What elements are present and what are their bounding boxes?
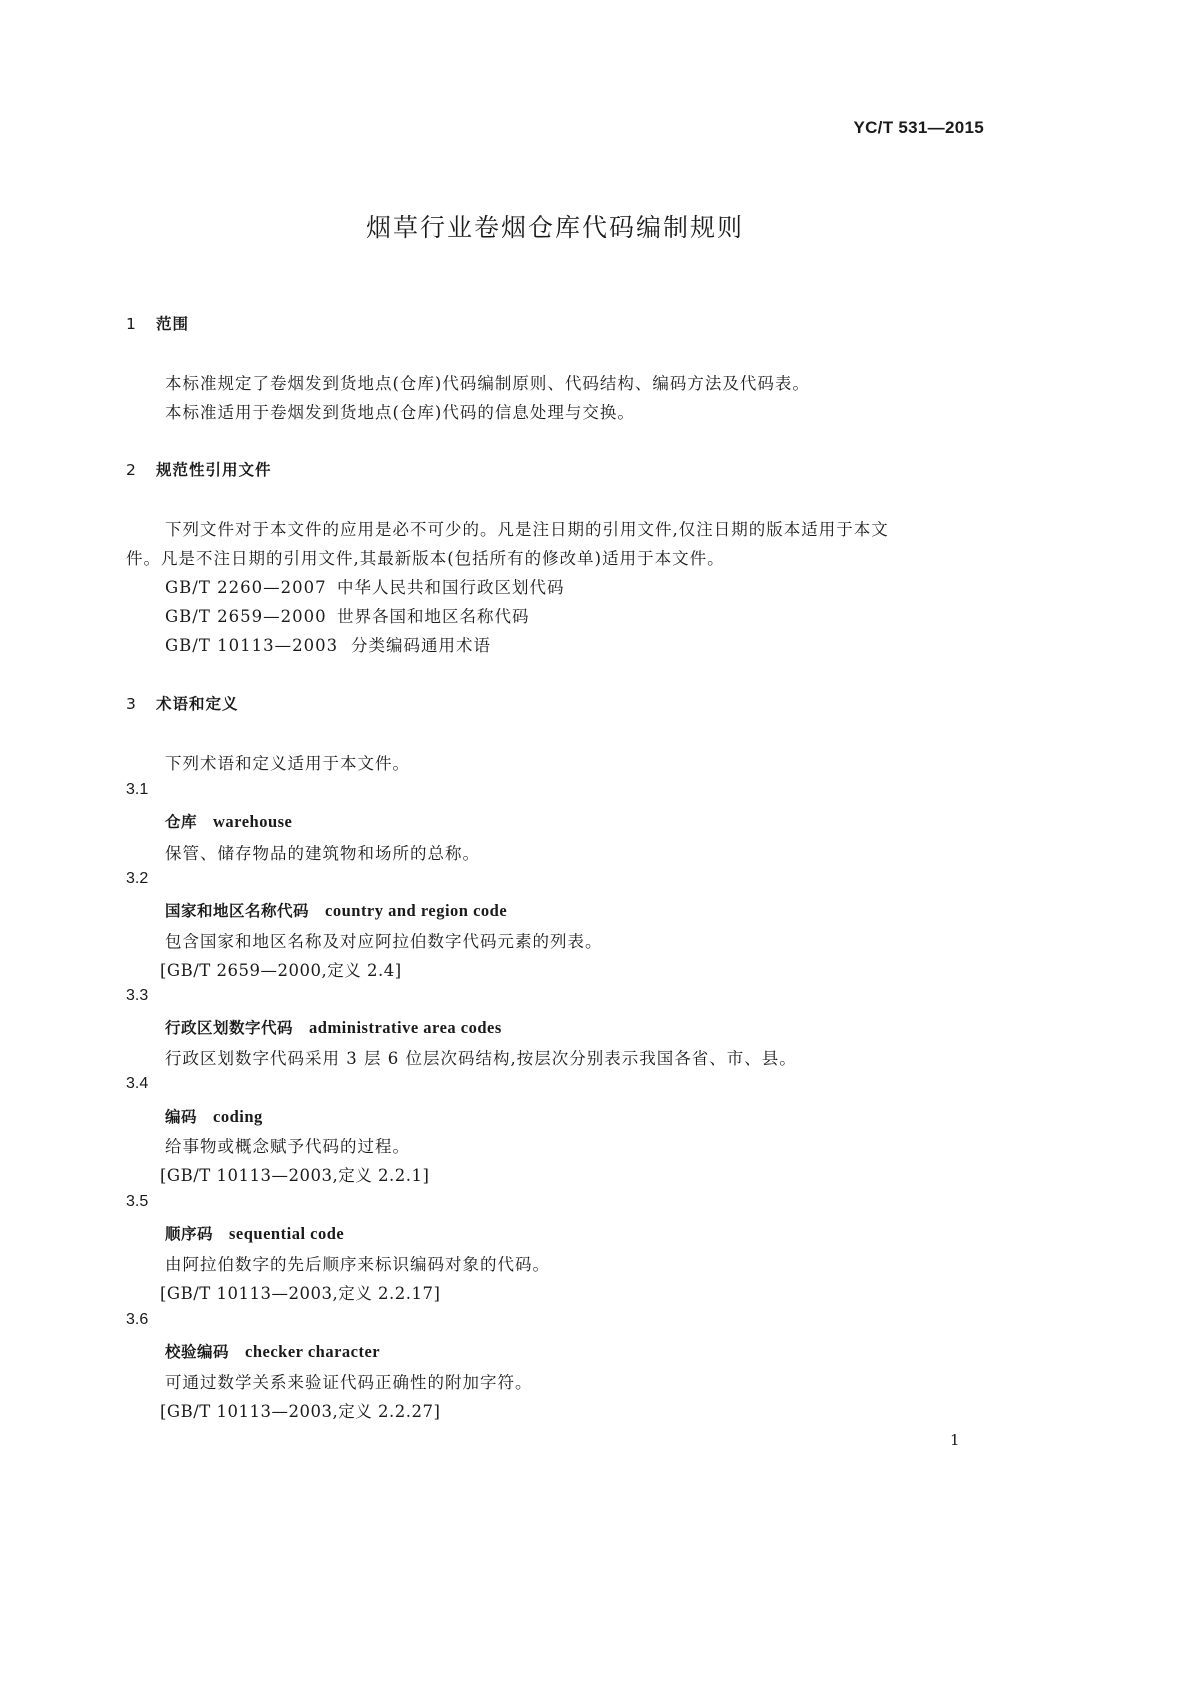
- clause-number: 3.1: [126, 781, 149, 798]
- section-3-intro: 下列术语和定义适用于本文件。: [165, 754, 410, 773]
- reference-item: [165, 632, 491, 656]
- term-title: [165, 810, 292, 832]
- section-number: 1: [126, 315, 137, 333]
- term-en: country and region code: [325, 901, 508, 920]
- reference-name: 分类编码通用术语: [351, 636, 491, 655]
- term-title: [165, 1340, 380, 1362]
- section-2-intro-continued: 件。凡是不注日期的引用文件,其最新版本(包括所有的修改单)适用于本文件。: [126, 549, 725, 568]
- term-title: [165, 899, 507, 921]
- term-en: warehouse: [213, 812, 293, 831]
- term-zh: 编码: [165, 1108, 198, 1126]
- reference-name: 中华人民共和国行政区划代码: [337, 578, 565, 597]
- term-title: [165, 1222, 344, 1244]
- term-definition: 行政区划数字代码采用 3 层 6 位层次码结构,按层次分别表示我国各省、市、县。: [165, 1049, 797, 1068]
- term-en: checker character: [245, 1342, 381, 1361]
- section-2-heading: [126, 458, 272, 480]
- section-title: 规范性引用文件: [156, 461, 272, 479]
- clause-number: 3.3: [126, 987, 149, 1004]
- term-source: [GB/T 2659—2000,定义 2.4]: [160, 961, 402, 980]
- reference-item: [165, 574, 565, 598]
- term-source: [GB/T 10113—2003,定义 2.2.1]: [160, 1166, 430, 1185]
- term-zh: 校验编码: [165, 1343, 230, 1361]
- term-source: [GB/T 10113—2003,定义 2.2.27]: [160, 1402, 441, 1421]
- reference-code: GB/T 2260—2007: [165, 578, 327, 597]
- section-2-intro: 下列文件对于本文件的应用是必不可少的。凡是注日期的引用文件,仅注日期的版本适用于本文: [165, 520, 889, 539]
- term-zh: 顺序码: [165, 1225, 214, 1243]
- section-number: 3: [126, 695, 137, 713]
- term-source: [GB/T 10113—2003,定义 2.2.17]: [160, 1284, 441, 1303]
- section-1-paragraph: 本标准适用于卷烟发到货地点(仓库)代码的信息处理与交换。: [165, 403, 635, 422]
- section-1-paragraph: 本标准规定了卷烟发到货地点(仓库)代码编制原则、代码结构、编码方法及代码表。: [165, 374, 810, 393]
- clause-number: 3.2: [126, 870, 149, 887]
- term-definition: 给事物或概念赋予代码的过程。: [165, 1137, 410, 1156]
- section-number: 2: [126, 461, 137, 479]
- clause-number: 3.6: [126, 1311, 149, 1328]
- term-zh: 国家和地区名称代码: [165, 902, 310, 920]
- section-1-heading: [126, 312, 189, 334]
- term-zh: 行政区划数字代码: [165, 1019, 294, 1037]
- term-definition: 保管、储存物品的建筑物和场所的总称。: [165, 844, 480, 863]
- clause-number: 3.4: [126, 1075, 149, 1092]
- reference-code: GB/T 10113—2003: [165, 636, 339, 655]
- term-definition: 可通过数学关系来验证代码正确性的附加字符。: [165, 1373, 533, 1392]
- reference-code: GB/T 2659—2000: [165, 607, 327, 626]
- term-definition: 包含国家和地区名称及对应阿拉伯数字代码元素的列表。: [165, 932, 603, 951]
- standard-code: YC/T 531—2015: [853, 118, 984, 137]
- reference-item: [165, 603, 530, 627]
- reference-name: 世界各国和地区名称代码: [337, 607, 530, 626]
- clause-number: 3.5: [126, 1193, 149, 1210]
- term-definition: 由阿拉伯数字的先后顺序来标识编码对象的代码。: [165, 1255, 550, 1274]
- term-en: sequential code: [229, 1224, 345, 1243]
- page-number: 1: [950, 1431, 960, 1449]
- term-title: [165, 1105, 263, 1127]
- term-title: [165, 1016, 502, 1038]
- page-title: 烟草行业卷烟仓库代码编制规则: [365, 213, 744, 242]
- term-en: administrative area codes: [309, 1018, 502, 1037]
- term-zh: 仓库: [165, 813, 198, 831]
- section-title: 范围: [156, 315, 190, 333]
- section-title: 术语和定义: [156, 695, 239, 713]
- section-3-heading: [126, 692, 239, 714]
- term-en: coding: [213, 1107, 263, 1126]
